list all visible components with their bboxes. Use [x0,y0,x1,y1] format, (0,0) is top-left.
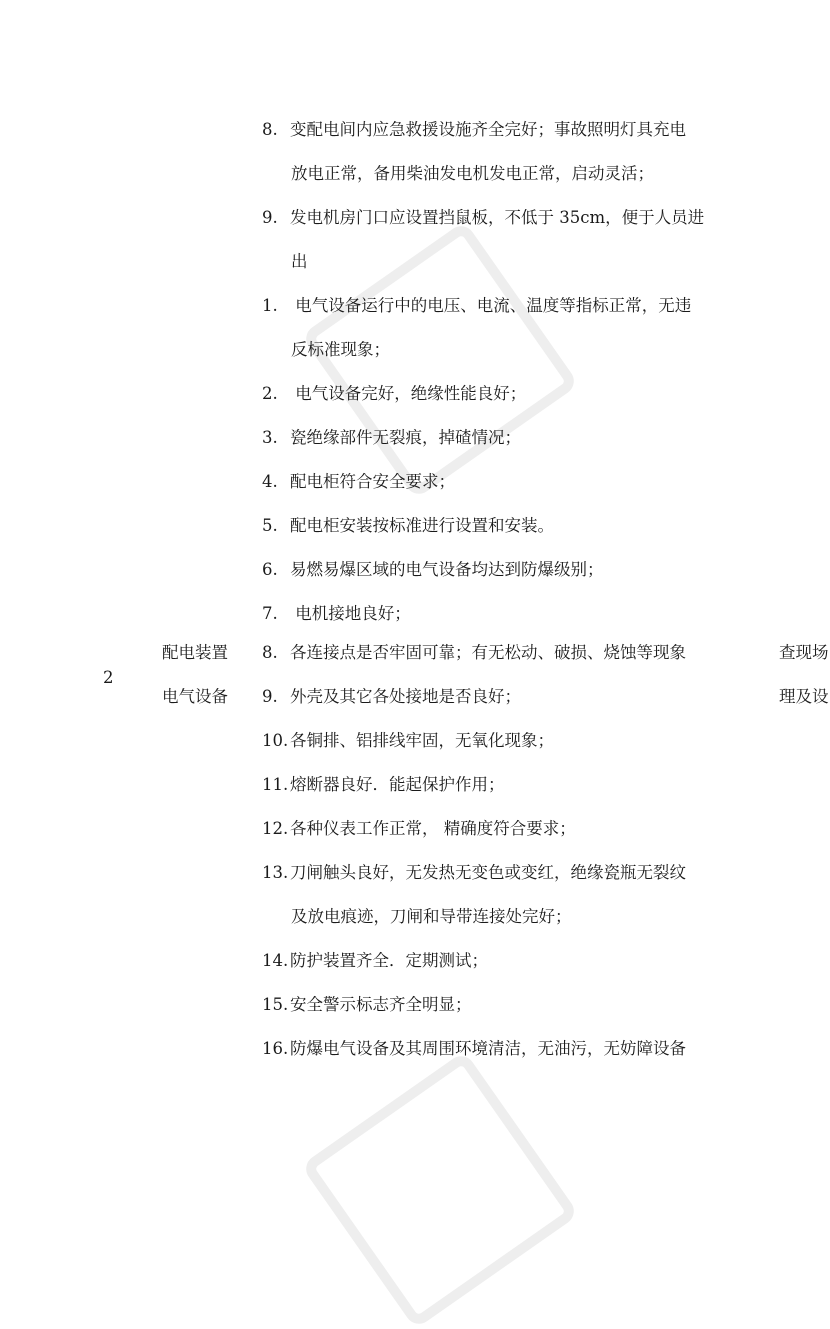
list-item-number: 11. [262,775,289,794]
list-item [262,207,772,229]
list-item-text: 防爆电气设备及其周围环境清洁，无油污，无妨障设备 [290,1039,686,1058]
list-item-text: 反标准现象； [291,340,390,359]
category-label-line2: 电气设备 [162,687,228,706]
list-item-number: 7. [262,604,278,623]
list-item-text: 变配电间内应急救援设施齐全完好；事故照明灯具充电 [290,120,686,139]
list-item [262,950,772,972]
list-item-continuation [291,906,801,928]
list-item-number: 13. [262,863,289,882]
list-item-text: 配电柜符合安全要求； [290,472,455,491]
list-item [262,295,772,317]
list-item-text: 发电机房门口应设置挡鼠板，不低于 35cm，便于人员进 [290,208,705,227]
list-item-number: 3. [262,428,278,447]
list-item [262,471,772,493]
list-item-number: 14. [262,951,289,970]
list-item-text: 安全警示标志齐全明显； [290,995,472,1014]
list-item-number: 5. [262,516,278,535]
list-item-number: 4. [262,472,278,491]
list-item-number: 8. [262,120,278,139]
list-item [262,862,772,884]
list-item [262,383,772,405]
list-item [262,603,772,625]
list-item-text: 外壳及其它各处接地是否良好； [290,687,521,706]
list-item-number: 15. [262,995,289,1014]
list-item-number: 12. [262,819,289,838]
method-label-line1: 查现场 [779,643,829,662]
list-item [262,994,772,1016]
list-item [262,818,772,840]
list-item-continuation [291,251,801,273]
list-item-text: 刀闸触头良好，无发热无变色或变红，绝缘瓷瓶无裂纹 [290,863,686,882]
watermark-logo [301,1051,580,1329]
list-item [262,730,772,752]
method-label-line2: 理及设 [779,687,829,706]
list-item-number: 9. [262,687,278,706]
list-item-text: 出 [291,252,308,271]
list-item-number: 1. [262,296,278,315]
list-item-continuation [291,163,801,185]
list-item [262,515,772,537]
list-item-text: 配电柜安装按标准进行设置和安装。 [290,516,554,535]
list-item-number: 2. [262,384,278,403]
list-item [262,559,772,581]
list-item [262,774,772,796]
list-item [262,642,772,664]
list-item-text: 放电正常，备用柴油发电机发电正常，启动灵活； [291,164,654,183]
list-item-text: 各种仪表工作正常， 精确度符合要求； [290,819,576,838]
list-item [262,119,772,141]
list-item-number: 16. [262,1039,289,1058]
category-label-line1: 配电装置 [162,643,228,662]
list-item-number: 8. [262,643,278,662]
list-item-text: 电机接地良好； [290,604,411,623]
list-item [262,686,772,708]
list-item-number: 9. [262,208,278,227]
row-number: 2 [103,668,114,687]
list-item-number: 10. [262,731,289,750]
list-item-continuation [291,339,801,361]
list-item-text: 各连接点是否牢固可靠；有无松动、破损、烧蚀等现象 [290,643,686,662]
list-item [262,1038,772,1060]
list-item-number: 6. [262,560,278,579]
list-item-text: 电气设备运行中的电压、电流、温度等指标正常，无违 [290,296,692,315]
list-item-text: 及放电痕迹，刀闸和导带连接处完好； [291,907,572,926]
list-item-text: 瓷绝缘部件无裂痕，掉碴情况； [290,428,521,447]
list-item-text: 各铜排、铝排线牢固，无氧化现象； [290,731,554,750]
list-item-text: 防护装置齐全．定期测试； [290,951,488,970]
list-item-text: 电气设备完好，绝缘性能良好； [290,384,527,403]
list-item-text: 易燃易爆区域的电气设备均达到防爆级别； [290,560,604,579]
list-item [262,427,772,449]
list-item-text: 熔断器良好．能起保护作用； [290,775,505,794]
